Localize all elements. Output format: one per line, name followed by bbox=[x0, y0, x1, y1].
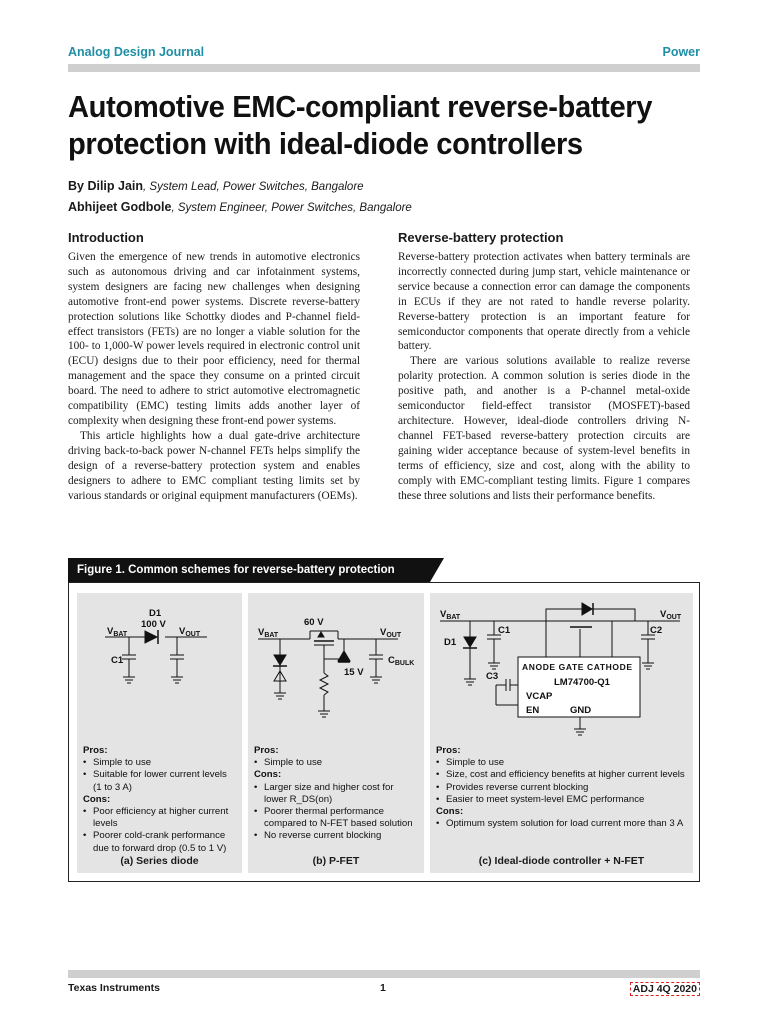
section-name: Power bbox=[662, 45, 700, 59]
svg-text:VOUT bbox=[179, 626, 201, 638]
author-role: , System Engineer, Power Switches, Bangalore bbox=[171, 202, 412, 214]
label-60v: 60 V bbox=[304, 617, 324, 628]
intro-paragraph-1: Given the emergence of new trends in automotive electronics such as autonomous driving and car infotainment systems, system designers are facing new challenges when designing automotive front-end power systems. Discrete reverse-battery protection solutions like Schottky diodes and P-channel field-effect transistors (FETs) are no longer a viable solution for the 100- to 1,000-W power levels required in electronic control unit (ECU) designs due to their poor efficiency, need for thermal management and the space they consume on a printed circuit board. The need to adhere to strict automotive electromagnetic compatibility (EMC) testing limits adds another layer of complexity when designing these front-end power systems. bbox=[68, 251, 360, 427]
rbp-paragraph-1: Reverse-battery protection activates when battery terminals are incorrectly connected during jump start, vehicle maintenance or service because a connection error can damage the components in ECUs if they are not rated to handle reverse polarity. Reverse-battery protection is an important feature for semiconductor components that operate directly from a vehicle battery. bbox=[398, 251, 690, 353]
pros-label: Pros: bbox=[83, 745, 108, 756]
ideal-diode-notes bbox=[436, 745, 687, 830]
reverse-battery-section bbox=[398, 230, 690, 503]
label-vout: V bbox=[179, 626, 186, 637]
ideal-diode-schematic bbox=[430, 593, 693, 743]
header-rule bbox=[68, 64, 700, 72]
label-100v: 100 V bbox=[141, 619, 166, 630]
author-role: , System Lead, Power Switches, Bangalore bbox=[143, 181, 364, 193]
label-vout-sub: OUT bbox=[185, 631, 201, 638]
label-en: EN bbox=[526, 705, 540, 716]
svg-text:VBAT bbox=[258, 627, 279, 639]
label-vbat: V bbox=[440, 609, 447, 620]
svg-text:VOUT bbox=[380, 627, 402, 639]
pro-item: • Simple to use bbox=[436, 757, 687, 769]
footer-company: Texas Instruments bbox=[68, 982, 161, 994]
label-gnd: GND bbox=[570, 705, 592, 716]
rbp-heading: Reverse-battery protection bbox=[398, 230, 564, 245]
intro-section bbox=[68, 230, 360, 503]
pro-item: • Provides reverse current blocking bbox=[436, 782, 687, 794]
caption-b: (b) P-FET bbox=[312, 855, 360, 867]
page-header bbox=[68, 45, 700, 61]
label-vbat: V bbox=[258, 627, 265, 638]
intro-paragraph-2: This article highlights how a dual gate-drive architecture driving back-to-back power N-channel FETs helps simplify the design of a reverse-battery protection system and enables designers to adhere to EMC compliant testing limits set by various standards or original equipment manufacturers (OEMs). bbox=[68, 429, 360, 502]
pro-item: • Simple to use bbox=[83, 757, 236, 769]
caption-a: (a) Series diode bbox=[120, 855, 199, 867]
con-item: • Optimum system solution for load current more than 3 A bbox=[436, 818, 687, 830]
con-item: • Larger size and higher cost for lower R_DS(on) bbox=[254, 782, 418, 806]
pro-item: • Easier to meet system-level EMC performance bbox=[436, 794, 687, 806]
label-d1: D1 bbox=[149, 608, 162, 619]
svg-text:CBULK bbox=[388, 655, 414, 667]
label-vout-sub: OUT bbox=[386, 632, 402, 639]
author-list bbox=[68, 176, 412, 218]
cons-label: Cons: bbox=[436, 806, 464, 818]
figure-1 bbox=[68, 582, 700, 882]
label-vout-sub: OUT bbox=[666, 614, 682, 621]
page-number: 1 bbox=[380, 982, 386, 994]
panel-ideal-diode bbox=[430, 593, 693, 873]
pros-label: Pros: bbox=[436, 745, 461, 756]
con-item: • No reverse current blocking bbox=[254, 830, 418, 842]
label-15v: 15 V bbox=[344, 667, 364, 678]
label-cbulk: C bbox=[388, 655, 395, 666]
author-2 bbox=[68, 197, 412, 218]
label-d1: D1 bbox=[444, 637, 457, 648]
issue-link[interactable]: ADJ 4Q 2020 bbox=[630, 982, 700, 996]
label-pins: ANODE GATE CATHODE bbox=[522, 662, 633, 672]
intro-heading: Introduction bbox=[68, 230, 144, 245]
label-vcap: VCAP bbox=[526, 691, 553, 702]
label-c2: C2 bbox=[650, 625, 663, 636]
label-vbat: V bbox=[107, 626, 114, 637]
journal-name: Analog Design Journal bbox=[68, 45, 205, 59]
label-c1: C1 bbox=[111, 655, 124, 666]
label-vbat-sub: BAT bbox=[446, 614, 461, 621]
label-vout: V bbox=[660, 609, 667, 620]
p-fet-schematic bbox=[248, 593, 424, 733]
p-fet-notes bbox=[254, 745, 418, 843]
svg-text:VOUT bbox=[660, 609, 682, 621]
pro-item: • Size, cost and efficiency benefits at higher current levels bbox=[436, 769, 687, 781]
figure-title: Figure 1. Common schemes for reverse-battery protection bbox=[68, 558, 430, 582]
cons-label: Cons: bbox=[83, 793, 111, 805]
series-diode-notes bbox=[83, 745, 236, 855]
panel-p-fet bbox=[248, 593, 424, 873]
author-name: By Dilip Jain bbox=[68, 179, 144, 193]
pro-item: • Simple to use bbox=[254, 757, 418, 769]
pros-label: Pros: bbox=[254, 745, 279, 756]
article-title: Automotive EMC-compliant reverse-battery protection with ideal-diode controllers bbox=[68, 89, 653, 161]
con-item: • Poorer cold-crank performance due to forward drop (0.5 to 1 V) bbox=[83, 830, 236, 854]
label-c1: C1 bbox=[498, 625, 511, 636]
label-c3: C3 bbox=[486, 671, 499, 682]
cons-label: Cons: bbox=[254, 769, 282, 781]
svg-text:VBAT bbox=[107, 626, 128, 638]
footer-rule bbox=[68, 970, 700, 978]
label-vbat-sub: BAT bbox=[264, 632, 279, 639]
label-vbat-sub: BAT bbox=[113, 631, 128, 638]
series-diode-schematic bbox=[77, 593, 242, 733]
rbp-paragraph-2: There are various solutions available to realize reverse polarity protection. A common solution is series diode in the positive path, and another is a P-channel metal-oxide semiconductor field-effect transistor (MOSFET)-based architecture. However, ideal-diode controllers driving N-channel FET-based reverse-battery protection circuits are gaining wider acceptance because of system-level benefits in terms of efficiency, size and cost, along with the ability to comply with EMC-compliant testing limits. Figure 1 compares these three solutions and lists their performance benefits. bbox=[398, 355, 690, 502]
author-name: Abhijeet Godbole bbox=[68, 200, 172, 214]
pro-item: • Suitable for lower current levels (1 to 3 A) bbox=[83, 769, 236, 793]
panel-series-diode bbox=[77, 593, 242, 873]
label-vout: V bbox=[380, 627, 387, 638]
svg-text:VBAT bbox=[440, 609, 461, 621]
author-1 bbox=[68, 176, 412, 197]
label-ic: LM74700-Q1 bbox=[554, 677, 610, 688]
caption-c: (c) Ideal-diode controller + N-FET bbox=[478, 855, 645, 867]
label-cbulk-sub: BULK bbox=[394, 660, 415, 667]
con-item: • Poorer thermal performance compared to N-FET based solution bbox=[254, 806, 418, 830]
con-item: • Poor efficiency at higher current levels bbox=[83, 806, 236, 830]
